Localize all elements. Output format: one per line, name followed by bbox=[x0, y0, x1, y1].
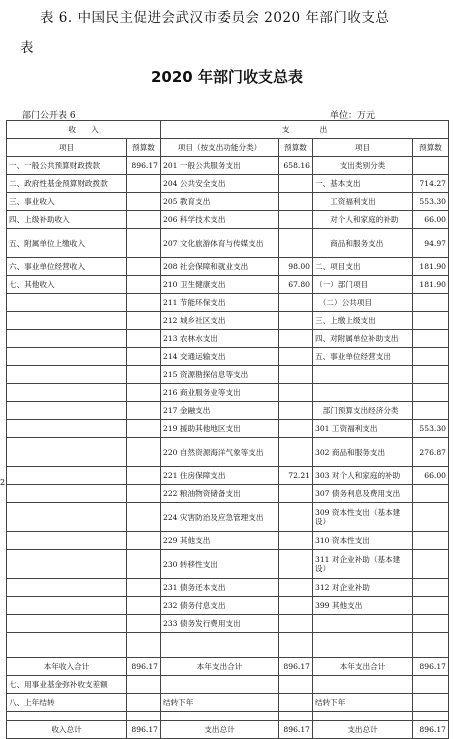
table-row bbox=[7, 485, 449, 503]
header-row-columns bbox=[7, 139, 449, 157]
func-item: 205 教育支出 bbox=[161, 193, 279, 211]
class-budget bbox=[413, 312, 449, 330]
income-item: 六、事业单位经营收入 bbox=[7, 258, 127, 276]
table-row bbox=[7, 330, 449, 348]
class-item bbox=[313, 615, 413, 633]
func-budget bbox=[279, 550, 313, 579]
func-budget bbox=[279, 503, 313, 532]
class-item bbox=[313, 633, 413, 658]
income-budget bbox=[127, 597, 161, 615]
grand-total-row bbox=[7, 721, 449, 739]
table-row bbox=[7, 615, 449, 633]
class-budget bbox=[413, 550, 449, 579]
func-budget bbox=[279, 633, 313, 658]
total-expense-value: 896.17 bbox=[279, 658, 313, 676]
func-item bbox=[161, 633, 279, 658]
income-item bbox=[7, 402, 127, 420]
income-group-header: 收 入 bbox=[7, 121, 161, 139]
income-item bbox=[7, 503, 127, 532]
carry-out-label: 结转下年 bbox=[161, 694, 279, 712]
func-item: 201 一般公共服务支出 bbox=[161, 157, 279, 175]
total-expense-label-2: 本年支出合计 bbox=[313, 658, 413, 676]
income-item: 五、附属单位上缴收入 bbox=[7, 229, 127, 258]
func-budget: 98.00 bbox=[279, 258, 313, 276]
income-item bbox=[7, 420, 127, 438]
class-item: 310 资本性支出 bbox=[313, 532, 413, 550]
income-item bbox=[7, 348, 127, 366]
func-item: 207 文化旅游体育与传媒支出 bbox=[161, 229, 279, 258]
income-budget bbox=[127, 258, 161, 276]
table-row bbox=[7, 467, 449, 485]
income-budget bbox=[127, 579, 161, 597]
class-item: 支出类别分类 bbox=[313, 157, 413, 175]
class-budget: 66.00 bbox=[413, 211, 449, 229]
income-item bbox=[7, 485, 127, 503]
income-budget bbox=[127, 384, 161, 402]
header-item-3: 项目 bbox=[313, 139, 413, 157]
class-budget bbox=[413, 366, 449, 384]
income-budget: 896.17 bbox=[127, 157, 161, 175]
func-budget: 658.16 bbox=[279, 157, 313, 175]
class-item: 二、项目支出 bbox=[313, 258, 413, 276]
table-row bbox=[7, 597, 449, 615]
func-item: 210 卫生健康支出 bbox=[161, 276, 279, 294]
income-item: 二、政府性基金预算财政拨款 bbox=[7, 175, 127, 193]
class-budget bbox=[413, 597, 449, 615]
func-item: 229 其他支出 bbox=[161, 532, 279, 550]
func-item: 206 科学技术支出 bbox=[161, 211, 279, 229]
spacer-row bbox=[7, 712, 449, 721]
func-budget bbox=[279, 384, 313, 402]
income-budget bbox=[127, 503, 161, 532]
table-subtitle: 2020 年部门收支总表 bbox=[151, 68, 303, 86]
func-budget bbox=[279, 485, 313, 503]
class-item: 商品和服务支出 bbox=[313, 229, 413, 258]
func-item: 220 自然资源海洋气象等支出 bbox=[161, 438, 279, 467]
class-item: 三、上缴上级支出 bbox=[313, 312, 413, 330]
func-item: 232 债务付息支出 bbox=[161, 597, 279, 615]
func-budget bbox=[279, 211, 313, 229]
income-item bbox=[7, 438, 127, 467]
table-row bbox=[7, 633, 449, 658]
table-row bbox=[7, 366, 449, 384]
table-row bbox=[7, 348, 449, 366]
income-item bbox=[7, 384, 127, 402]
income-budget bbox=[127, 294, 161, 312]
table-row bbox=[7, 503, 449, 532]
grand-expense-label: 支出总计 bbox=[161, 721, 279, 739]
carry-in-label: 八、上年结转 bbox=[7, 694, 127, 712]
income-budget bbox=[127, 175, 161, 193]
empty-cell bbox=[413, 712, 449, 721]
table-row bbox=[7, 420, 449, 438]
income-budget bbox=[127, 532, 161, 550]
table-row bbox=[7, 532, 449, 550]
class-budget bbox=[413, 579, 449, 597]
class-item: 312 对企业补助 bbox=[313, 579, 413, 597]
func-item: 214 交通运输支出 bbox=[161, 348, 279, 366]
income-item bbox=[7, 633, 127, 658]
func-budget bbox=[279, 348, 313, 366]
class-item: 303 对个人和家庭的补助 bbox=[313, 467, 413, 485]
income-budget bbox=[127, 276, 161, 294]
func-budget bbox=[279, 229, 313, 258]
class-budget bbox=[413, 402, 449, 420]
func-item: 230 转移性支出 bbox=[161, 550, 279, 579]
class-budget bbox=[413, 294, 449, 312]
income-budget bbox=[127, 485, 161, 503]
carry-out-label-2: 结转下年 bbox=[313, 694, 413, 712]
income-budget bbox=[127, 550, 161, 579]
income-budget bbox=[127, 467, 161, 485]
table-row bbox=[7, 276, 449, 294]
class-budget bbox=[413, 503, 449, 532]
header-budget-3: 预算数 bbox=[413, 139, 449, 157]
func-item: 217 金融支出 bbox=[161, 402, 279, 420]
income-item bbox=[7, 467, 127, 485]
income-budget bbox=[127, 193, 161, 211]
income-item bbox=[7, 597, 127, 615]
table-row bbox=[7, 229, 449, 258]
header-item: 项目 bbox=[7, 139, 127, 157]
income-item bbox=[7, 550, 127, 579]
func-item: 208 社会保障和就业支出 bbox=[161, 258, 279, 276]
func-item: 224 灾害防治及应急管理支出 bbox=[161, 503, 279, 532]
table-row bbox=[7, 211, 449, 229]
table-row bbox=[7, 193, 449, 211]
class-item: 309 资本性支出（基本建设） bbox=[313, 503, 413, 532]
income-budget bbox=[127, 211, 161, 229]
empty-cell bbox=[279, 712, 313, 721]
func-budget bbox=[279, 193, 313, 211]
class-budget: 714.27 bbox=[413, 175, 449, 193]
class-budget: 276.87 bbox=[413, 438, 449, 467]
budget-summary-table bbox=[6, 120, 449, 739]
class-budget bbox=[413, 157, 449, 175]
func-budget bbox=[279, 597, 313, 615]
class-budget bbox=[413, 615, 449, 633]
income-budget bbox=[127, 348, 161, 366]
class-item: 399 其他支出 bbox=[313, 597, 413, 615]
income-budget bbox=[127, 402, 161, 420]
func-budget bbox=[279, 579, 313, 597]
grand-income-value: 896.17 bbox=[127, 721, 161, 739]
empty-cell bbox=[313, 712, 413, 721]
class-budget: 66.00 bbox=[413, 467, 449, 485]
class-item: 对个人和家庭的补助 bbox=[313, 211, 413, 229]
income-item bbox=[7, 615, 127, 633]
class-item: 五、事业单位经营支出 bbox=[313, 348, 413, 366]
class-item: （一）部门项目 bbox=[313, 276, 413, 294]
class-budget bbox=[413, 330, 449, 348]
table-row bbox=[7, 402, 449, 420]
class-item: 部门预算支出经济分类 bbox=[313, 402, 413, 420]
table-row bbox=[7, 579, 449, 597]
income-budget bbox=[127, 633, 161, 658]
fund-balance-row bbox=[7, 676, 449, 694]
empty-cell bbox=[413, 676, 449, 694]
empty-cell bbox=[127, 676, 161, 694]
income-item bbox=[7, 579, 127, 597]
document-title-line-2: 表 bbox=[20, 40, 34, 56]
header-budget-2: 预算数 bbox=[279, 139, 313, 157]
grand-expense-value: 896.17 bbox=[279, 721, 313, 739]
empty-cell bbox=[161, 712, 279, 721]
table-row bbox=[7, 550, 449, 579]
carry-row bbox=[7, 694, 449, 712]
income-item: 一、一般公共预算财政拨款 bbox=[7, 157, 127, 175]
empty-cell bbox=[413, 694, 449, 712]
income-item bbox=[7, 312, 127, 330]
func-item: 204 公共安全支出 bbox=[161, 175, 279, 193]
class-budget: 553.30 bbox=[413, 193, 449, 211]
income-item bbox=[7, 532, 127, 550]
grand-income-label: 收入总计 bbox=[7, 721, 127, 739]
func-item: 233 债务发行费用支出 bbox=[161, 615, 279, 633]
empty-cell bbox=[161, 676, 279, 694]
table-row bbox=[7, 438, 449, 467]
form-code: 部门公开表 6 bbox=[22, 111, 76, 121]
income-budget bbox=[127, 366, 161, 384]
empty-cell bbox=[279, 676, 313, 694]
func-budget bbox=[279, 330, 313, 348]
expense-group-header: 支 出 bbox=[161, 121, 449, 139]
func-item: 216 商业服务业等支出 bbox=[161, 384, 279, 402]
func-item: 215 资源勘探信息等支出 bbox=[161, 366, 279, 384]
grand-expense-value-2: 896.17 bbox=[413, 721, 449, 739]
fund-balance-label: 七、用事业基金弥补收支差额 bbox=[7, 676, 127, 694]
class-budget: 94.97 bbox=[413, 229, 449, 258]
class-budget bbox=[413, 633, 449, 658]
empty-cell bbox=[127, 712, 161, 721]
func-item: 213 农林水支出 bbox=[161, 330, 279, 348]
table-row bbox=[7, 258, 449, 276]
empty-cell bbox=[279, 694, 313, 712]
income-budget bbox=[127, 330, 161, 348]
func-budget bbox=[279, 294, 313, 312]
table-row bbox=[7, 384, 449, 402]
func-item: 221 住房保障支出 bbox=[161, 467, 279, 485]
income-item: 四、上级补助收入 bbox=[7, 211, 127, 229]
class-item: （二）公共项目 bbox=[313, 294, 413, 312]
empty-cell bbox=[127, 694, 161, 712]
income-budget bbox=[127, 615, 161, 633]
income-item: 七、其他收入 bbox=[7, 276, 127, 294]
func-budget bbox=[279, 615, 313, 633]
table-row bbox=[7, 157, 449, 175]
table-row bbox=[7, 294, 449, 312]
class-budget bbox=[413, 384, 449, 402]
document-title-line-1: 表 6. 中国民主促进会武汉市委员会 2020 年部门收支总 bbox=[40, 10, 390, 26]
total-income-value: 896.17 bbox=[127, 658, 161, 676]
func-budget bbox=[279, 438, 313, 467]
income-budget bbox=[127, 420, 161, 438]
header-func-item: 项目（按支出功能分类） bbox=[161, 139, 279, 157]
class-budget: 181.90 bbox=[413, 276, 449, 294]
func-budget bbox=[279, 175, 313, 193]
empty-cell bbox=[313, 676, 413, 694]
class-item: 工资福利支出 bbox=[313, 193, 413, 211]
income-budget bbox=[127, 438, 161, 467]
func-item: 219 援助其他地区支出 bbox=[161, 420, 279, 438]
func-item: 211 节能环保支出 bbox=[161, 294, 279, 312]
income-budget bbox=[127, 229, 161, 258]
func-budget bbox=[279, 402, 313, 420]
func-budget bbox=[279, 420, 313, 438]
income-item: 三、事业收入 bbox=[7, 193, 127, 211]
class-item: 307 债务利息及费用支出 bbox=[313, 485, 413, 503]
class-budget: 181.90 bbox=[413, 258, 449, 276]
class-item: 302 商品和服务支出 bbox=[313, 438, 413, 467]
class-item: 一、基本支出 bbox=[313, 175, 413, 193]
func-budget bbox=[279, 312, 313, 330]
header-row-groups bbox=[7, 121, 449, 139]
table-row bbox=[7, 312, 449, 330]
income-item bbox=[7, 294, 127, 312]
income-item bbox=[7, 330, 127, 348]
func-budget bbox=[279, 366, 313, 384]
func-budget: 67.80 bbox=[279, 276, 313, 294]
func-item: 212 城乡社区支出 bbox=[161, 312, 279, 330]
class-item bbox=[313, 384, 413, 402]
total-row bbox=[7, 658, 449, 676]
income-budget bbox=[127, 312, 161, 330]
total-expense-label: 本年支出合计 bbox=[161, 658, 279, 676]
total-expense-value-2: 896.17 bbox=[413, 658, 449, 676]
class-item: 四、对附属单位补助支出 bbox=[313, 330, 413, 348]
total-income-label: 本年收入合计 bbox=[7, 658, 127, 676]
header-budget: 预算数 bbox=[127, 139, 161, 157]
side-marker: 2 bbox=[0, 478, 6, 487]
empty-cell bbox=[7, 712, 127, 721]
func-budget: 72.21 bbox=[279, 467, 313, 485]
class-item: 311 对企业补助（基本建设） bbox=[313, 550, 413, 579]
class-budget bbox=[413, 532, 449, 550]
class-budget bbox=[413, 485, 449, 503]
func-budget bbox=[279, 532, 313, 550]
table-row bbox=[7, 175, 449, 193]
func-item: 222 粮油物资储备支出 bbox=[161, 485, 279, 503]
class-item: 301 工资福利支出 bbox=[313, 420, 413, 438]
func-item: 231 债务还本支出 bbox=[161, 579, 279, 597]
class-budget bbox=[413, 348, 449, 366]
class-budget: 553.30 bbox=[413, 420, 449, 438]
unit-label: 单位：万元 bbox=[330, 111, 376, 121]
grand-expense-label-2: 支出总计 bbox=[313, 721, 413, 739]
class-item bbox=[313, 366, 413, 384]
income-item bbox=[7, 366, 127, 384]
